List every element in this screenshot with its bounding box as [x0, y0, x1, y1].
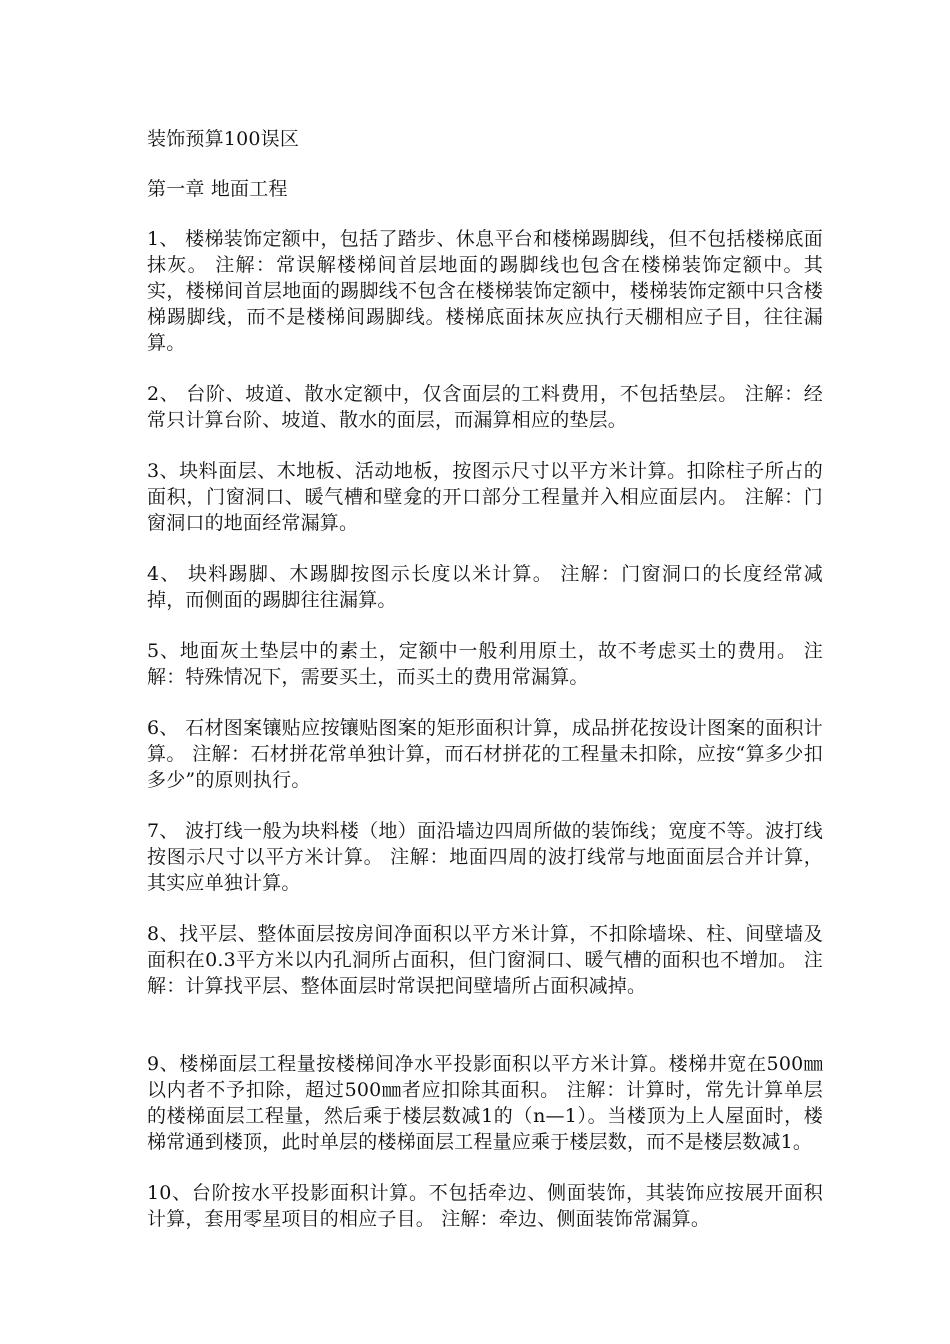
paragraph-item-5: 5、地面灰土垫层中的素土，定额中一般利用原土，故不考虑买土的费用。 注解：特殊情况下，需要买土，而买土的费用常漏算。 — [147, 640, 823, 688]
paragraph-item-1: 1、 楼梯装饰定额中，包括了踏步、休息平台和楼梯踢脚线，但不包括楼梯底面抹灰。 注解：常误解楼梯间首层地面的踢脚线也包含在楼梯装饰定额中。其实，楼梯间首层地面的踢脚线不包含在楼梯装饰定额中，楼梯装饰定额中只含楼梯踢脚线，而不是楼梯间踢脚线。楼梯底面抹灰应执行天棚相应子目，往往漏算。 — [147, 228, 823, 354]
paragraph-item-9: 9、楼梯面层工程量按楼梯间净水平投影面积以平方米计算。楼梯井宽在500㎜以内者不予扣除，超过500㎜者应扣除其面积。 注解：计算时，常先计算单层的楼梯面层工程量，然后乘于楼层数减1的（n—1）。当楼顶为上人屋面时，楼梯常通到楼顶，此时单层的楼梯面层工程量应乘于楼层数，而不是楼层数减1。 — [147, 1053, 823, 1153]
paragraph-item-7: 7、 波打线一般为块料楼（地）面沿墙边四周所做的装饰线；宽度不等。波打线按图示尺寸以平方米计算。 注解：地面四周的波打线常与地面面层合并计算，其实应单独计算。 — [147, 820, 823, 894]
document-body — [147, 126, 823, 1257]
paragraph-item-6: 6、 石材图案镶贴应按镶贴图案的矩形面积计算，成品拼花按设计图案的面积计算。 注解：石材拼花常单独计算，而石材拼花的工程量未扣除，应按“算多少扣多少”的原则执行。 — [147, 717, 823, 791]
paragraph-item-8: 8、找平层、整体面层按房间净面积以平方米计算，不扣除墙垛、柱、间壁墙及面积在0.3平方米以内孔洞所占面积，但门窗洞口、暖气槽的面积也不增加。 注解：计算找平层、整体面层时常误把间壁墙所占面积减掉。 — [147, 923, 823, 997]
chapter-heading: 第一章 地面工程 — [147, 178, 288, 200]
paragraph-item-3: 3、块料面层、木地板、活动地板，按图示尺寸以平方米计算。扣除柱子所占的面积，门窗洞口、暖气槽和壁龛的开口部分工程量并入相应面层内。 注解：门窗洞口的地面经常漏算。 — [147, 460, 823, 534]
paragraph-item-4: 4、 块料踢脚、木踢脚按图示长度以米计算。 注解：门窗洞口的长度经常减掉，而侧面的踢脚往往漏算。 — [147, 563, 823, 611]
paragraph-item-10: 10、台阶按水平投影面积计算。不包括牵边、侧面装饰，其装饰应按展开面积计算，套用零星项目的相应子目。 注解：牵边、侧面装饰常漏算。 — [147, 1182, 823, 1230]
paragraph-item-2: 2、 台阶、坡道、散水定额中，仅含面层的工料费用，不包括垫层。 注解：经常只计算台阶、坡道、散水的面层，而漏算相应的垫层。 — [147, 383, 823, 431]
document-title: 装饰预算100误区 — [147, 128, 300, 150]
